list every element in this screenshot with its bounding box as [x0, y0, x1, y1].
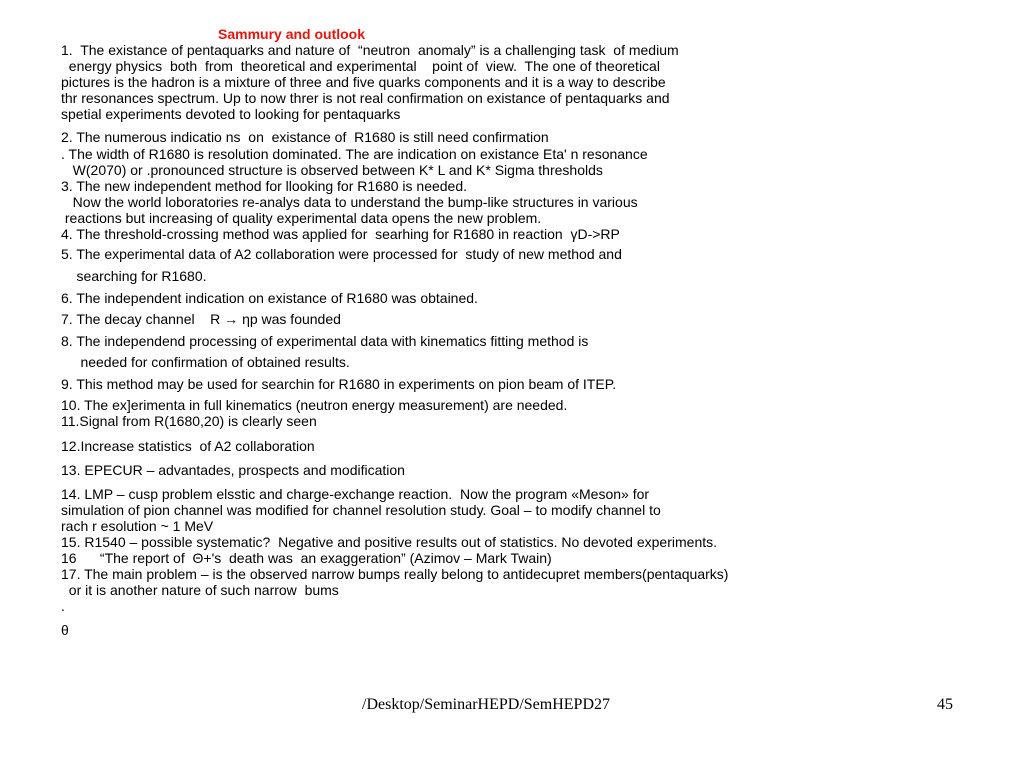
text-line: needed for confirmation of obtained results. [61, 354, 350, 370]
text-line: 15. R1540 – possible systematic? Negative and positive results out of statistics. No devoted experiments. [61, 534, 718, 550]
text-line: . [61, 598, 65, 614]
slide-title: Sammury and outlook [218, 26, 366, 42]
text-line: 8. The independend processing of experimental data with kinematics fitting method is [61, 333, 589, 349]
text-line: 1. The existance of pentaquarks and nature of “neutron anomaly” is a challenging task of medium [61, 42, 679, 58]
footer-path: /Desktop/SeminarHEPD/SemHEPD27 [362, 696, 610, 713]
text-line: 17. The main problem – is the observed narrow bumps really belong to antidecupret members(pentaquarks) [61, 566, 729, 582]
text-line: rach r esolution ~ 1 MeV [61, 518, 214, 534]
text-line: energy physics both from theoretical and experimental point of view. The one of theoretical [61, 58, 660, 74]
text-line: 2. The numerous indicatio ns on existance of R1680 is still need confirmation [61, 129, 549, 145]
page-number: 45 [937, 696, 953, 713]
text-line: spetial experiments devoted to looking for pentaquarks [61, 106, 401, 122]
text-line: pictures is the hadron is a mixture of three and five quarks components and it is a way to describe [61, 74, 666, 90]
text-line: W(2070) or .pronounced structure is observed between K* L and K* Sigma thresholds [61, 162, 603, 178]
text-line: Now the world loboratories re-analys data to understand the bump-like structures in various [61, 194, 638, 210]
text-line: 5. The experimental data of A2 collaboration were processed for study of new method and [61, 246, 622, 262]
text-line: . The width of R1680 is resolution dominated. The are indication on existance Eta' n resonance [61, 146, 648, 162]
text-line: 6. The independent indication on existance of R1680 was obtained. [61, 290, 478, 306]
text-line: 3. The new independent method for llooking for R1680 is needed. [61, 178, 468, 194]
text-line: 7. The decay channel R → ηp was founded [61, 311, 341, 327]
text-line: 4. The threshold-crossing method was applied for searhing for R1680 in reaction γD->RP [61, 226, 620, 242]
text-line: or it is another nature of such narrow bums [61, 582, 339, 598]
text-line: 13. EPECUR – advantades, prospects and modification [61, 462, 405, 478]
text-line: 11.Signal from R(1680,20) is clearly seen [61, 413, 317, 429]
text-line: reactions but increasing of quality experimental data opens the new problem. [61, 210, 542, 226]
text-line: 9. This method may be used for searchin for R1680 in experiments on pion beam of ITEP. [61, 376, 617, 392]
text-line: 10. The ex]erimenta in full kinematics (neutron energy measurement) are needed. [61, 397, 568, 413]
text-line: 16 “The report of Θ+'s death was an exaggeration” (Azimov – Mark Twain) [61, 550, 552, 566]
text-line: thr resonances spectrum. Up to now threr is not real confirmation on existance of pentaquarks and [61, 90, 670, 106]
text-line: simulation of pion channel was modified for channel resolution study. Goal – to modify channel to [61, 502, 661, 518]
text-line: θ [61, 622, 69, 638]
text-line: searching for R1680. [61, 268, 207, 284]
text-line: 14. LMP – cusp problem elsstic and charge-exchange reaction. Now the program «Meson» for [61, 486, 650, 502]
text-line: 12.Increase statistics of A2 collaboration [61, 438, 315, 454]
